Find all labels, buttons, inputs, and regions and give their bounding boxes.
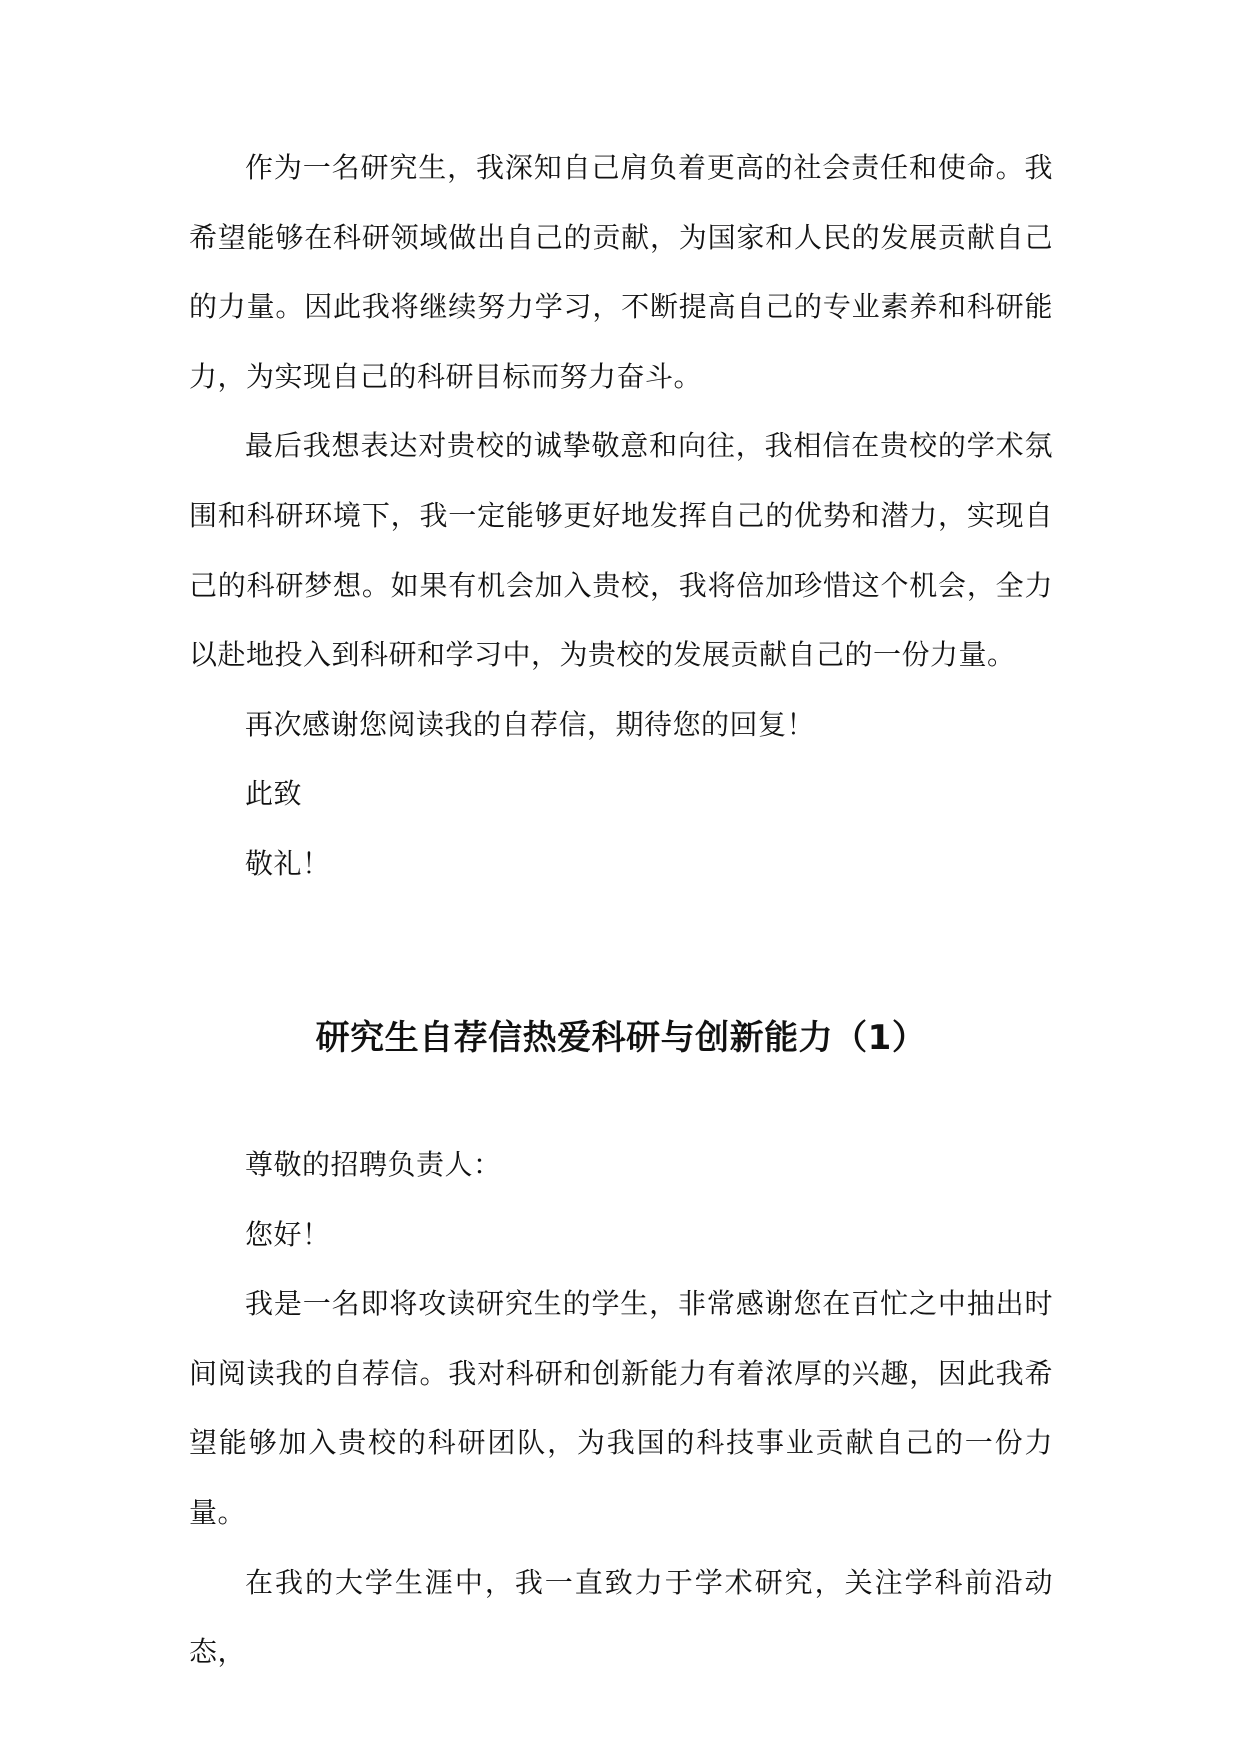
letter-title: 研究生自荐信热爱科研与创新能力（1） (315, 1018, 927, 1058)
paragraph-responsibility: 作为一名研究生，我深知自己肩负着更高的社会责任和使命。我希望能够在科研领域做出自己的贡献，为国家和人民的发展贡献自己的力量。因此我将继续努力学习，不断提高自己的专业素养和科研能力，为实现自己的科研目标而努力奋斗。 (189, 151, 1053, 393)
closing-regards: 敬礼！ (245, 846, 331, 880)
paragraph-introduction: 我是一名即将攻读研究生的学生，非常感谢您在百忙之中抽出时间阅读我的自荐信。我对科研和创新能力有着浓厚的兴趣，因此我希望能够加入贵校的科研团队，为我国的科技事业贡献自己的一份力量。 (189, 1287, 1053, 1529)
letter-opening-section (189, 1130, 1053, 1687)
greeting-hello: 您好！ (245, 1217, 331, 1251)
paragraph-respect: 最后我想表达对贵校的诚挚敬意和向往，我相信在贵校的学术氛围和科研环境下，我一定能够更好地发挥自己的优势和潜力，实现自己的科研梦想。如果有机会加入贵校，我将倍加珍惜这个机会，全力以赴地投入到科研和学习中，为贵校的发展贡献自己的一份力量。 (189, 429, 1053, 672)
letter-closing-section (189, 133, 1053, 899)
paragraph-university-life: 在我的大学生涯中，我一直致力于学术研究，关注学科前沿动态， (189, 1565, 1053, 1669)
closing-salutation: 此致 (245, 777, 303, 811)
paragraph-thanks: 再次感谢您阅读我的自荐信，期待您的回复！ (245, 707, 816, 741)
greeting-recipient: 尊敬的招聘负责人： (245, 1148, 502, 1181)
